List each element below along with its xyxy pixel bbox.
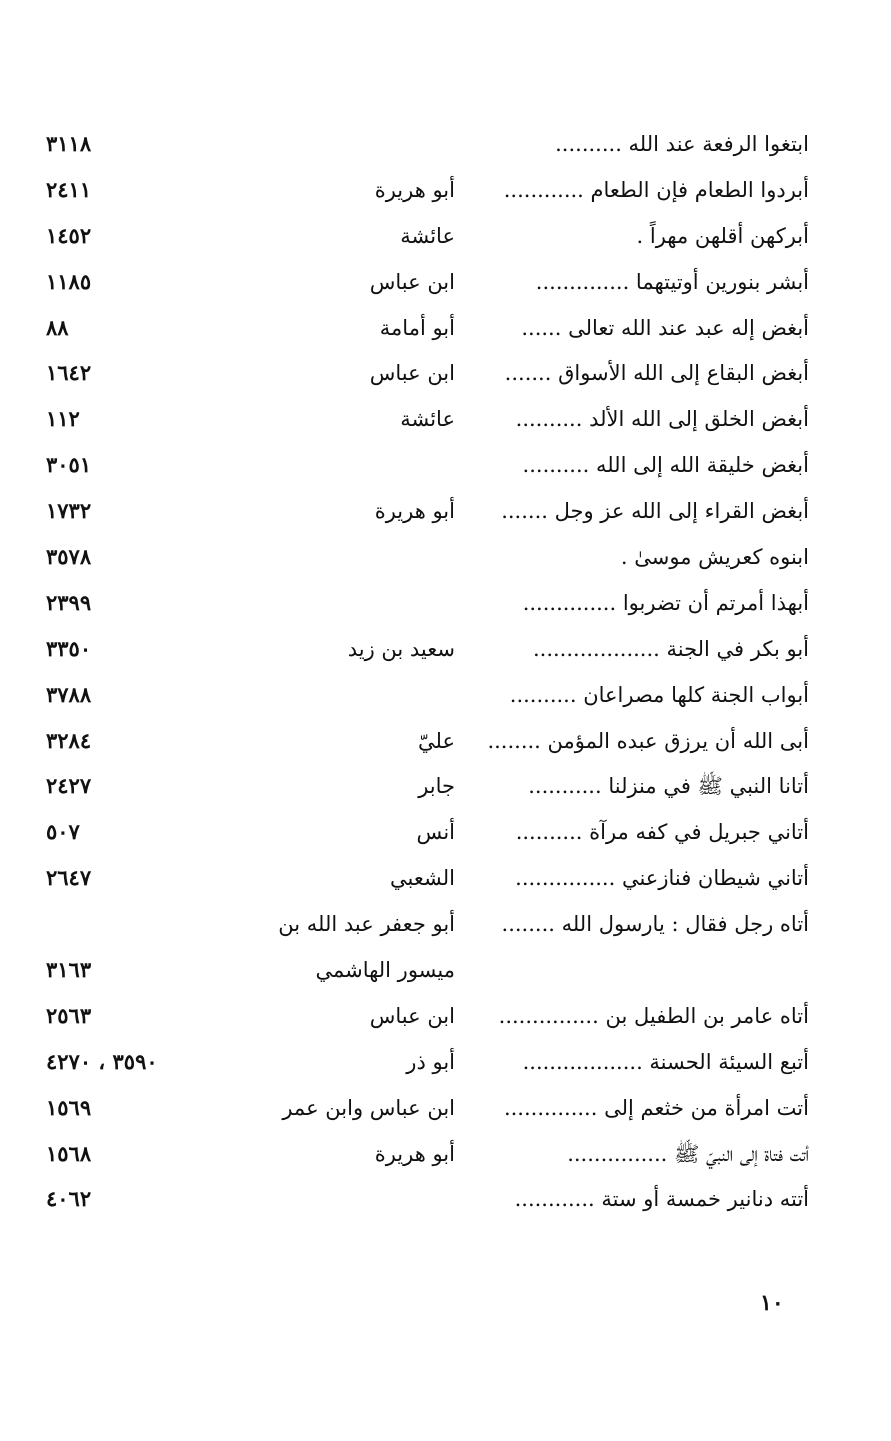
narrator: عائشة <box>400 407 455 432</box>
index-row <box>0 213 891 259</box>
hadith-text: أتاه عامر بن الطفيل بن ............... <box>498 1003 809 1028</box>
index-row <box>0 396 891 442</box>
narrator: أبو جعفر عبد الله بن <box>278 912 455 937</box>
hadith-number: ١١٨٥ <box>46 268 92 294</box>
hadith-number: ٣٠٥١ <box>46 452 92 478</box>
hadith-number: ٤٠٦٢ <box>46 1186 92 1212</box>
narrator: الشعبي <box>390 866 455 891</box>
index-row <box>0 1176 891 1222</box>
index-row <box>0 167 891 213</box>
index-row <box>0 855 891 901</box>
narrator: جابر <box>418 774 455 799</box>
narrator: أنس <box>416 820 455 845</box>
hadith-text: أبهذا أمرتم أن تضربوا .............. <box>522 590 809 615</box>
hadith-text: أبو بكر في الجنة ................... <box>532 636 809 661</box>
index-row <box>0 305 891 351</box>
index-row <box>0 350 891 396</box>
hadith-number: ١٤٥٢ <box>46 222 92 248</box>
index-row <box>0 1039 891 1085</box>
hadith-number: ٣٢٨٤ <box>46 727 92 753</box>
hadith-text: أتت فتاة إلى النبيّ ﷺ ............... <box>567 1141 809 1166</box>
hadith-number: ٢٤١١ <box>46 176 92 202</box>
hadith-number: ٥٠٧ <box>46 819 80 845</box>
index-row <box>0 259 891 305</box>
hadith-number: ٣١١٨ <box>46 131 92 156</box>
hadith-number: ٣٥٧٨ <box>46 544 92 570</box>
hadith-index-list <box>0 121 891 1222</box>
hadith-number: ٨٨ <box>46 314 69 340</box>
hadith-text: أتت امرأة من خثعم إلى .............. <box>503 1095 809 1120</box>
hadith-text: أبغض إله عبد عند الله تعالى ...... <box>521 315 809 340</box>
index-row <box>0 763 891 809</box>
index-row <box>0 901 891 947</box>
hadith-text: أبشر بنورين أوتيتهما .............. <box>535 269 809 294</box>
narrator: أبو ذر <box>406 1049 455 1074</box>
hadith-number: ٣٧٨٨ <box>46 681 92 707</box>
index-row <box>0 1085 891 1131</box>
index-row <box>0 672 891 718</box>
hadith-text: أبركهن أقلهن مهراً . <box>636 223 809 248</box>
narrator: ابن عباس <box>369 269 455 294</box>
hadith-text: أبغض البقاع إلى الله الأسواق ....... <box>504 361 809 386</box>
hadith-number: ١٥٦٨ <box>46 1140 92 1166</box>
hadith-text: أبى الله أن يرزق عبده المؤمن ........ <box>487 728 809 753</box>
index-row <box>0 121 891 167</box>
hadith-text: أبغض خليقة الله إلى الله .......... <box>522 453 809 478</box>
hadith-number: ٢٥٦٣ <box>46 1002 92 1028</box>
narrator: عائشة <box>400 223 455 248</box>
hadith-number: ٣٥٩٠ ، ٤٢٧٠ <box>46 1048 158 1074</box>
narrator: ابن عباس وابن عمر <box>282 1095 455 1120</box>
hadith-number: ١٧٣٢ <box>46 498 92 524</box>
hadith-number: ١٥٦٩ <box>46 1094 92 1120</box>
index-row <box>0 534 891 580</box>
narrator: أبو هريرة <box>374 177 455 202</box>
hadith-text: أبغض القراء إلى الله عز وجل ....... <box>501 499 809 524</box>
hadith-text: أتاه رجل فقال : يارسول الله ........ <box>501 912 809 937</box>
index-row <box>0 993 891 1039</box>
index-row <box>0 1131 891 1177</box>
hadith-number: ٢٣٩٩ <box>46 589 92 615</box>
hadith-number: ٣٣٥٠ <box>46 635 92 661</box>
hadith-text: ابتغوا الرفعة عند الله .......... <box>555 132 809 156</box>
index-row <box>0 718 891 764</box>
index-row <box>0 947 891 993</box>
hadith-text: أبواب الجنة كلها مصراعان .......... <box>509 682 809 707</box>
index-row <box>0 626 891 672</box>
hadith-text: أتاني شيطان فنازعني ............... <box>515 866 809 891</box>
index-row <box>0 488 891 534</box>
narrator: ابن عباس <box>369 361 455 386</box>
narrator: سعيد بن زيد <box>347 636 455 661</box>
hadith-text: أتاني جبريل في كفه مرآة .......... <box>515 820 809 845</box>
hadith-text: أتبع السيئة الحسنة .................. <box>522 1049 809 1074</box>
index-row <box>0 580 891 626</box>
narrator: أبو هريرة <box>374 1141 455 1166</box>
hadith-text: أتته دنانير خمسة أو ستة ............ <box>514 1187 809 1212</box>
narrator: أبو أمامة <box>379 315 455 340</box>
hadith-number: ٢٦٤٧ <box>46 865 92 891</box>
hadith-text: أبغض الخلق إلى الله الألد .......... <box>515 407 809 432</box>
narrator: عليّ <box>418 728 455 753</box>
index-row <box>0 809 891 855</box>
hadith-text: أتانا النبي ﷺ في منزلنا ........... <box>528 774 809 799</box>
hadith-number: ٢٤٢٧ <box>46 773 92 799</box>
hadith-text: ابنوه كعريش موسىٰ . <box>620 545 809 570</box>
hadith-text: أبردوا الطعام فإن الطعام ............ <box>503 177 809 202</box>
hadith-number: ١٦٤٢ <box>46 360 92 386</box>
narrator: ميسور الهاشمي <box>315 958 455 983</box>
index-row <box>0 442 891 488</box>
hadith-number: ١١٢ <box>46 406 80 432</box>
page-number: ١٠ <box>760 1290 784 1316</box>
narrator: ابن عباس <box>369 1003 455 1028</box>
hadith-number: ٣١٦٣ <box>46 957 92 983</box>
narrator: أبو هريرة <box>374 499 455 524</box>
